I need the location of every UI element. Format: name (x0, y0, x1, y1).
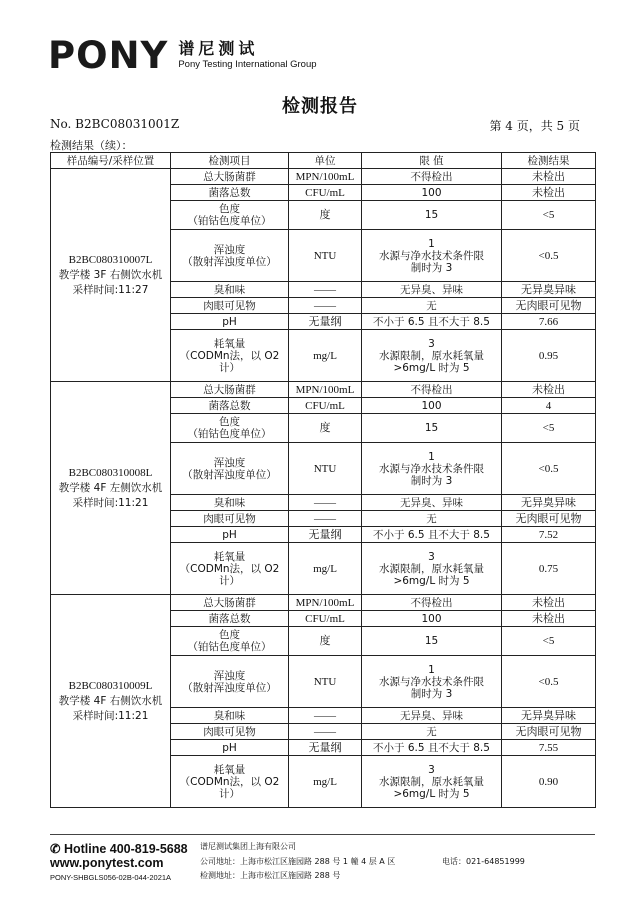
header-result: 检测结果 (502, 153, 596, 169)
limit-cell: 无异臭、异味 (362, 495, 502, 511)
result-cell: 无异臭异味 (502, 282, 596, 298)
unit-cell: NTU (289, 230, 362, 282)
limit-cell: 无异臭、异味 (362, 282, 502, 298)
result-cell: 0.95 (502, 330, 596, 382)
result-cell: <0.5 (502, 656, 596, 708)
result-cell: 未检出 (502, 185, 596, 201)
unit-cell: —— (289, 708, 362, 724)
test-item-cell: 菌落总数 (171, 611, 289, 627)
table-row (51, 595, 596, 611)
test-item-cell: 浑浊度 （散射浑浊度单位） (171, 443, 289, 495)
unit-cell: NTU (289, 443, 362, 495)
phone-number: 电话：021-64851999 (442, 857, 525, 866)
result-cell: <0.5 (502, 230, 596, 282)
result-cell: 未检出 (502, 169, 596, 185)
limit-cell: 15 (362, 414, 502, 443)
result-cell: 7.66 (502, 314, 596, 330)
result-cell: <0.5 (502, 443, 596, 495)
unit-cell: 度 (289, 414, 362, 443)
unit-cell: 无量纲 (289, 740, 362, 756)
result-cell: 未检出 (502, 595, 596, 611)
result-cell: 未检出 (502, 611, 596, 627)
test-item-cell: 色度 （铂钴色度单位） (171, 414, 289, 443)
unit-cell: MPN/100mL (289, 169, 362, 185)
test-item-cell: 总大肠菌群 (171, 595, 289, 611)
unit-cell: —— (289, 495, 362, 511)
result-cell: <5 (502, 414, 596, 443)
test-item-cell: 肉眼可见物 (171, 298, 289, 314)
header-item: 检测项目 (171, 153, 289, 169)
unit-cell: —— (289, 724, 362, 740)
company-name: 谱尼测试集团上海有限公司 (200, 842, 296, 851)
lab-address: 检测地址：上海市松江区施园路 288 号 (200, 871, 341, 880)
sample-id: B2BC080310008L (68, 466, 153, 479)
test-item-cell: pH (171, 527, 289, 543)
limit-cell: 无 (362, 511, 502, 527)
header-limit: 限 值 (362, 153, 502, 169)
test-item-cell: 臭和味 (171, 495, 289, 511)
unit-cell: mg/L (289, 756, 362, 808)
limit-cell: 无 (362, 724, 502, 740)
limit-cell: 不得检出 (362, 595, 502, 611)
limit-cell: 1 水源与净水技术条件限 制时为 3 (362, 230, 502, 282)
pony-logo (48, 34, 317, 77)
table-body (51, 169, 596, 808)
unit-cell: CFU/mL (289, 398, 362, 414)
results-table (50, 152, 596, 808)
sample-time: 采样时间:11:21 (72, 709, 149, 722)
test-item-cell: 色度 （铂钴色度单位） (171, 627, 289, 656)
limit-cell: 100 (362, 611, 502, 627)
result-cell: <5 (502, 627, 596, 656)
unit-cell: MPN/100mL (289, 382, 362, 398)
unit-cell: 无量纲 (289, 527, 362, 543)
limit-cell: 100 (362, 398, 502, 414)
footer-divider (50, 834, 595, 835)
unit-cell: MPN/100mL (289, 595, 362, 611)
logo-chinese-name: 谱尼测试 (178, 39, 259, 58)
test-item-cell: 菌落总数 (171, 398, 289, 414)
sample-location: 教学楼 3F 右侧饮水机 (58, 268, 163, 281)
result-cell: 0.90 (502, 756, 596, 808)
header-sample: 样品编号/采样位置 (51, 153, 171, 169)
limit-cell: 不小于 6.5 且不大于 8.5 (362, 740, 502, 756)
unit-cell: 度 (289, 201, 362, 230)
limit-cell: 3 水源限制，原水耗氧量 >6mg/L 时为 5 (362, 330, 502, 382)
unit-cell: NTU (289, 656, 362, 708)
sample-location: 教学楼 4F 左侧饮水机 (58, 481, 163, 494)
result-cell: 0.75 (502, 543, 596, 595)
test-item-cell: 耗氧量 （CODMn法，以 O2计） (171, 330, 289, 382)
sample-cell (51, 595, 171, 808)
test-item-cell: 耗氧量 （CODMn法，以 O2计） (171, 543, 289, 595)
unit-cell: mg/L (289, 330, 362, 382)
limit-cell: 无 (362, 298, 502, 314)
test-item-cell: 色度 （铂钴色度单位） (171, 201, 289, 230)
unit-cell: —— (289, 511, 362, 527)
result-cell: 无异臭异味 (502, 708, 596, 724)
test-item-cell: 浑浊度 （散射浑浊度单位） (171, 656, 289, 708)
test-item-cell: 耗氧量 （CODMn法，以 O2计） (171, 756, 289, 808)
sample-cell (51, 382, 171, 595)
document-id: PONY-SHBGLS056-02B-044-2021A (50, 873, 172, 882)
test-item-cell: 总大肠菌群 (171, 382, 289, 398)
limit-cell: 1 水源与净水技术条件限 制时为 3 (362, 656, 502, 708)
sample-time: 采样时间:11:27 (72, 283, 149, 296)
limit-cell: 15 (362, 201, 502, 230)
limit-cell: 不得检出 (362, 169, 502, 185)
limit-cell: 无异臭、异味 (362, 708, 502, 724)
hotline: ✆ Hotline 400-819-5688 (50, 842, 188, 856)
report-title: 检测报告 (282, 96, 358, 117)
result-cell: 无肉眼可见物 (502, 298, 596, 314)
unit-cell: 度 (289, 627, 362, 656)
page-info: 第 4 页，共 5 页 (489, 119, 580, 133)
website: www.ponytest.com (50, 856, 164, 870)
limit-cell: 不小于 6.5 且不大于 8.5 (362, 527, 502, 543)
sample-id: B2BC080310009L (68, 679, 153, 692)
company-address: 公司地址：上海市松江区施园路 288 号 1 幢 4 层 A 区 (200, 857, 396, 866)
result-cell: 无肉眼可见物 (502, 511, 596, 527)
footer (50, 838, 610, 888)
sample-time: 采样时间:11:21 (72, 496, 149, 509)
result-cell: 7.55 (502, 740, 596, 756)
section-label: 检测结果（续）： (50, 139, 133, 152)
limit-cell: 不得检出 (362, 382, 502, 398)
limit-cell: 3 水源限制，原水耗氧量 >6mg/L 时为 5 (362, 756, 502, 808)
unit-cell: CFU/mL (289, 185, 362, 201)
logo-wordmark: PONY (48, 34, 169, 77)
test-item-cell: 臭和味 (171, 282, 289, 298)
sample-id: B2BC080310007L (68, 253, 153, 266)
table-row (51, 382, 596, 398)
test-item-cell: 臭和味 (171, 708, 289, 724)
limit-cell: 不小于 6.5 且不大于 8.5 (362, 314, 502, 330)
test-item-cell: 菌落总数 (171, 185, 289, 201)
result-cell: <5 (502, 201, 596, 230)
unit-cell: —— (289, 298, 362, 314)
result-cell: 4 (502, 398, 596, 414)
unit-cell: mg/L (289, 543, 362, 595)
unit-cell: CFU/mL (289, 611, 362, 627)
limit-cell: 15 (362, 627, 502, 656)
test-item-cell: 浑浊度 （散射浑浊度单位） (171, 230, 289, 282)
test-item-cell: pH (171, 314, 289, 330)
sample-cell (51, 169, 171, 382)
test-item-cell: 肉眼可见物 (171, 724, 289, 740)
limit-cell: 1 水源与净水技术条件限 制时为 3 (362, 443, 502, 495)
test-item-cell: 肉眼可见物 (171, 511, 289, 527)
test-item-cell: 总大肠菌群 (171, 169, 289, 185)
table-header-row (51, 153, 596, 169)
header-unit: 单位 (289, 153, 362, 169)
report-number: No. B2BC08031001Z (50, 117, 180, 131)
unit-cell: 无量纲 (289, 314, 362, 330)
unit-cell: —— (289, 282, 362, 298)
sample-location: 教学楼 4F 右侧饮水机 (58, 694, 163, 707)
limit-cell: 3 水源限制，原水耗氧量 >6mg/L 时为 5 (362, 543, 502, 595)
result-cell: 未检出 (502, 382, 596, 398)
result-cell: 无异臭异味 (502, 495, 596, 511)
result-cell: 无肉眼可见物 (502, 724, 596, 740)
logo-english-name: Pony Testing International Group (178, 59, 317, 70)
test-item-cell: pH (171, 740, 289, 756)
table-row (51, 169, 596, 185)
limit-cell: 100 (362, 185, 502, 201)
result-cell: 7.52 (502, 527, 596, 543)
